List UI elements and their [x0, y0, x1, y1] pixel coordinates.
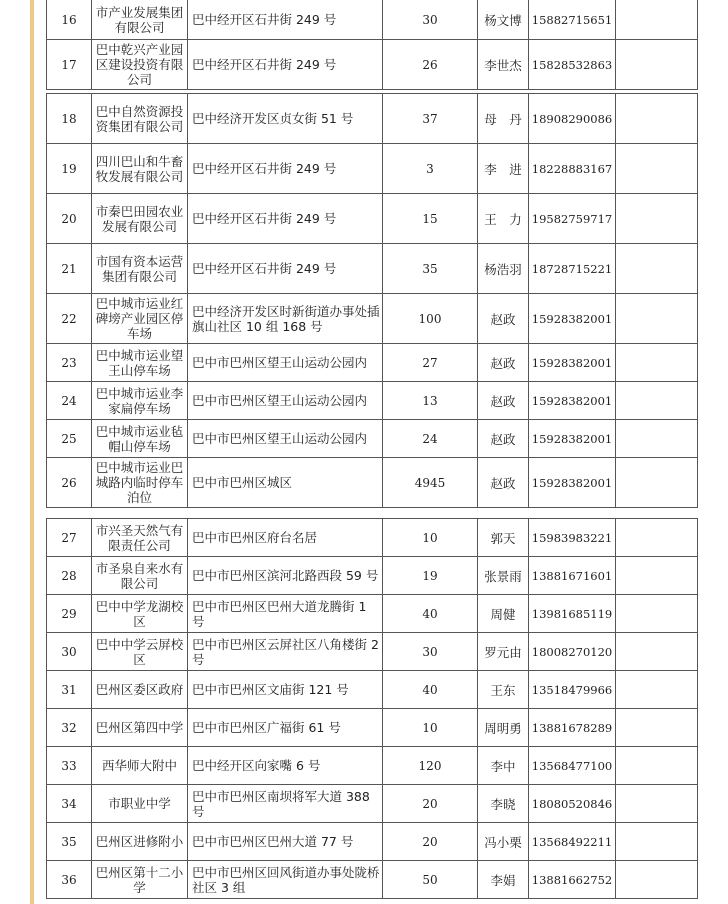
unit-name-text: 市圣泉自来水有限公司 [95, 560, 184, 591]
row-number-text: 21 [61, 261, 77, 276]
row-number-text: 30 [61, 644, 77, 659]
parking-count-text: 10 [422, 720, 438, 735]
unit-name-text: 市秦巴田园农业发展有限公司 [95, 203, 184, 234]
contact-person-text: 赵政 [490, 431, 516, 447]
parking-count-text: 19 [422, 568, 438, 583]
row-number-text: 26 [61, 475, 77, 490]
unit-name-text: 四川巴山和牛畜牧发展有限公司 [95, 153, 184, 184]
contact-person [478, 747, 529, 785]
contact-phone-text: 13568492211 [531, 834, 613, 849]
parking-count [383, 633, 478, 671]
contact-person [478, 519, 529, 557]
table-segment-2 [46, 93, 698, 508]
row-number [47, 861, 92, 899]
contact-phone [529, 519, 616, 557]
contact-phone-text: 18080520846 [531, 796, 613, 811]
parking-count-text: 27 [422, 355, 438, 370]
row-number [47, 420, 92, 458]
contact-phone [529, 194, 616, 244]
contact-phone [529, 94, 616, 144]
contact-person-text: 周健 [490, 606, 516, 622]
contact-phone-text: 15983983221 [531, 530, 613, 545]
row-number [47, 40, 92, 90]
parking-count-text: 13 [422, 393, 438, 408]
unit-name [92, 633, 188, 671]
contact-phone-text: 19582759717 [531, 211, 613, 226]
contact-phone [529, 785, 616, 823]
contact-person-text: 赵政 [490, 355, 516, 371]
unit-name [92, 244, 188, 294]
unit-name-text: 西华师大附中 [101, 758, 177, 773]
unit-name-text: 巴中城市运业望王山停车场 [95, 347, 184, 378]
contact-person [478, 194, 529, 244]
unit-address [188, 194, 383, 244]
row-number-text: 18 [61, 111, 77, 126]
contact-phone [529, 861, 616, 899]
parking-count [383, 519, 478, 557]
parking-count [383, 40, 478, 90]
parking-count-text: 20 [422, 834, 438, 849]
unit-address-text: 巴中市巴州区府台名居 [192, 530, 318, 545]
unit-name [92, 420, 188, 458]
contact-person [478, 344, 529, 382]
unit-address-text: 巴中市巴州区巴州大道龙腾街 1 号 [192, 598, 367, 629]
contact-phone-text: 15928382001 [531, 393, 613, 408]
unit-address [188, 40, 383, 90]
unit-address-text: 巴中市巴州区巴州大道 77 号 [192, 834, 354, 849]
contact-person-text: 杨文博 [484, 12, 522, 28]
unit-name-text: 巴中中学云屏校区 [95, 636, 184, 667]
contact-person [478, 709, 529, 747]
remarks-cell [616, 382, 698, 420]
contact-phone-text: 15928382001 [531, 311, 613, 326]
row-number [47, 344, 92, 382]
contact-phone [529, 709, 616, 747]
contact-person-text: 李晓 [490, 796, 516, 812]
unit-address-text: 巴中市巴州区城区 [192, 475, 293, 490]
contact-phone [529, 40, 616, 90]
remarks-cell [616, 0, 698, 40]
contact-person-text: 郭天 [490, 530, 516, 546]
row-number-text: 29 [61, 606, 77, 621]
unit-name [92, 785, 188, 823]
contact-person [478, 458, 529, 508]
contact-phone [529, 382, 616, 420]
row-number [47, 0, 92, 40]
unit-address-text: 巴中市巴州区云屏社区八角楼街 2 号 [192, 636, 379, 667]
contact-phone-text: 13981685119 [531, 606, 613, 621]
contact-phone-text: 18908290086 [531, 111, 613, 126]
remarks-cell [616, 344, 698, 382]
remarks-cell [616, 595, 698, 633]
contact-phone-text: 15828532863 [531, 57, 613, 72]
contact-phone-text: 13881662752 [531, 872, 613, 887]
unit-address [188, 458, 383, 508]
contact-person-text: 赵政 [490, 311, 516, 327]
table-row [47, 94, 698, 144]
contact-person [478, 785, 529, 823]
unit-name-text: 巴中中学龙湖校区 [95, 598, 184, 629]
table-row [47, 144, 698, 194]
unit-name [92, 344, 188, 382]
parking-count [383, 861, 478, 899]
unit-name [92, 194, 188, 244]
contact-person [478, 633, 529, 671]
remarks-cell [616, 861, 698, 899]
remarks-cell [616, 194, 698, 244]
row-number-text: 32 [61, 720, 77, 735]
unit-name-text: 市产业发展集团有限公司 [95, 4, 184, 35]
parking-count [383, 557, 478, 595]
contact-person [478, 382, 529, 420]
parking-count [383, 595, 478, 633]
parking-count [383, 344, 478, 382]
contact-person-text: 赵政 [490, 393, 516, 409]
row-number-text: 36 [61, 872, 77, 887]
table-row [47, 861, 698, 899]
row-number-text: 17 [61, 57, 77, 72]
unit-name [92, 144, 188, 194]
contact-person-text: 王东 [490, 682, 516, 698]
unit-name [92, 382, 188, 420]
parking-count [383, 94, 478, 144]
parking-count [383, 144, 478, 194]
unit-address [188, 785, 383, 823]
unit-address [188, 861, 383, 899]
contact-phone-text: 13568477100 [531, 758, 613, 773]
row-number [47, 747, 92, 785]
row-number [47, 519, 92, 557]
unit-address [188, 633, 383, 671]
row-number [47, 194, 92, 244]
table-row [47, 595, 698, 633]
table-row [47, 382, 698, 420]
row-number-text: 20 [61, 211, 77, 226]
unit-name-text: 市国有资本运营集团有限公司 [95, 253, 184, 284]
unit-address-text: 巴中经开区向家嘴 6 号 [192, 758, 321, 773]
unit-address-text: 巴中市巴州区望王山运动公园内 [192, 431, 368, 446]
contact-phone [529, 244, 616, 294]
row-number [47, 633, 92, 671]
row-number [47, 595, 92, 633]
unit-address-text: 巴中经开区石井街 249 号 [192, 261, 337, 276]
table-row [47, 633, 698, 671]
unit-name [92, 40, 188, 90]
table-segment-3 [46, 518, 698, 899]
unit-address-text: 巴中经开区石井街 249 号 [192, 12, 337, 27]
contact-person-text: 李 进 [484, 161, 522, 177]
table-row [47, 420, 698, 458]
table-row [47, 747, 698, 785]
contact-person-text: 周明勇 [484, 720, 522, 736]
unit-address-text: 巴中市巴州区滨河北路西段 59 号 [192, 568, 379, 583]
parking-count [383, 382, 478, 420]
contact-person-text: 王 力 [484, 211, 522, 227]
parking-count [383, 420, 478, 458]
parking-count [383, 747, 478, 785]
row-number-text: 19 [61, 161, 77, 176]
contact-phone [529, 144, 616, 194]
unit-name [92, 595, 188, 633]
contact-phone [529, 294, 616, 344]
contact-phone-text: 15882715651 [531, 12, 613, 27]
table-row [47, 40, 698, 90]
contact-phone [529, 747, 616, 785]
row-number [47, 671, 92, 709]
row-number-text: 24 [61, 393, 77, 408]
table-row [47, 0, 698, 40]
contact-person-text: 李娟 [490, 872, 516, 888]
remarks-cell [616, 519, 698, 557]
unit-name-text: 市职业中学 [108, 796, 171, 811]
remarks-cell [616, 420, 698, 458]
contact-person [478, 823, 529, 861]
row-number [47, 823, 92, 861]
unit-name-text: 市兴圣天然气有限责任公司 [95, 522, 184, 553]
remarks-cell [616, 458, 698, 508]
parking-count-text: 10 [422, 530, 438, 545]
contact-person [478, 420, 529, 458]
parking-count [383, 709, 478, 747]
remarks-cell [616, 40, 698, 90]
unit-address [188, 294, 383, 344]
contact-person [478, 294, 529, 344]
contact-person-text: 李世杰 [484, 57, 522, 73]
unit-address-text: 巴中市巴州区望王山运动公园内 [192, 355, 368, 370]
contact-phone-text: 13518479966 [531, 682, 613, 697]
parking-table-page [46, 0, 686, 904]
row-number-text: 35 [61, 834, 77, 849]
contact-phone-text: 18228883167 [531, 161, 613, 176]
row-number-text: 28 [61, 568, 77, 583]
row-number [47, 382, 92, 420]
contact-person [478, 244, 529, 294]
unit-address-text: 巴中经济开发区时新街道办事处插旗山社区 10 组 168 号 [192, 303, 380, 334]
unit-address [188, 519, 383, 557]
unit-name-text: 巴州区第四中学 [95, 720, 184, 735]
unit-address-text: 巴中经开区石井街 249 号 [192, 57, 337, 72]
contact-person [478, 94, 529, 144]
remarks-cell [616, 747, 698, 785]
unit-address-text: 巴中经开区石井街 249 号 [192, 211, 337, 226]
unit-name [92, 519, 188, 557]
contact-person [478, 0, 529, 40]
parking-count-text: 40 [422, 682, 438, 697]
unit-address-text: 巴中市巴州区望王山运动公园内 [192, 393, 368, 408]
unit-name-text: 巴州区进修附小 [95, 834, 184, 849]
row-number [47, 144, 92, 194]
row-number-text: 22 [61, 311, 77, 326]
remarks-cell [616, 785, 698, 823]
unit-address-text: 巴中市巴州区文庙街 121 号 [192, 682, 349, 697]
remarks-cell [616, 823, 698, 861]
contact-phone [529, 633, 616, 671]
row-number-text: 31 [61, 682, 77, 697]
unit-name-text: 巴中自然资源投资集团有限公司 [95, 103, 184, 134]
unit-name-text: 巴中城市运业红碑塝产业园区停车场 [95, 296, 184, 341]
unit-address-text: 巴中经济开发区贞女街 51 号 [192, 111, 354, 126]
parking-count-text: 3 [426, 161, 434, 176]
row-number-text: 34 [61, 796, 77, 811]
contact-phone-text: 13881678289 [531, 720, 613, 735]
unit-name [92, 557, 188, 595]
parking-count-text: 26 [422, 57, 438, 72]
parking-count [383, 823, 478, 861]
unit-address [188, 144, 383, 194]
parking-count-text: 30 [422, 12, 438, 27]
unit-address-text: 巴中市巴州区广福街 61 号 [192, 720, 341, 735]
contact-person-text: 赵政 [490, 475, 516, 491]
parking-count [383, 0, 478, 40]
contact-phone [529, 671, 616, 709]
unit-name-text: 巴州区委区政府 [95, 682, 184, 697]
remarks-cell [616, 633, 698, 671]
parking-count-text: 120 [418, 758, 442, 773]
page-frame-border [30, 0, 34, 904]
contact-phone-text: 13881671601 [531, 568, 613, 583]
unit-address [188, 823, 383, 861]
remarks-cell [616, 144, 698, 194]
table-row [47, 823, 698, 861]
contact-phone-text: 18728715221 [531, 261, 613, 276]
unit-name [92, 823, 188, 861]
table-segment-1 [46, 0, 698, 90]
row-number-text: 25 [61, 431, 77, 446]
unit-name [92, 747, 188, 785]
parking-count-text: 40 [422, 606, 438, 621]
remarks-cell [616, 671, 698, 709]
contact-person-text: 冯小栗 [484, 834, 522, 850]
table-row [47, 244, 698, 294]
unit-name [92, 294, 188, 344]
contact-person-text: 杨浩羽 [484, 261, 522, 277]
unit-address [188, 244, 383, 294]
unit-address [188, 344, 383, 382]
contact-person [478, 557, 529, 595]
contact-person-text: 张景雨 [484, 568, 522, 584]
unit-address [188, 382, 383, 420]
unit-name-text: 巴中城市运业巴城路内临时停车泊位 [95, 460, 184, 505]
contact-phone [529, 595, 616, 633]
unit-address [188, 709, 383, 747]
row-number [47, 458, 92, 508]
unit-name [92, 458, 188, 508]
contact-phone-text: 15928382001 [531, 431, 613, 446]
parking-count [383, 785, 478, 823]
contact-person-text: 母 丹 [484, 111, 522, 127]
table-row [47, 671, 698, 709]
table-row [47, 709, 698, 747]
unit-address-text: 巴中市巴州区南坝将军大道 388 号 [192, 788, 370, 819]
unit-name-text: 巴州区第十二小学 [95, 864, 184, 895]
contact-person [478, 40, 529, 90]
unit-address-text: 巴中经开区石井街 249 号 [192, 161, 337, 176]
contact-phone [529, 823, 616, 861]
parking-count-text: 35 [422, 261, 438, 276]
parking-count-text: 30 [422, 644, 438, 659]
remarks-cell [616, 94, 698, 144]
row-number [47, 785, 92, 823]
contact-phone [529, 344, 616, 382]
table-row [47, 294, 698, 344]
parking-count-text: 4945 [414, 475, 446, 490]
unit-address [188, 0, 383, 40]
contact-phone-text: 15928382001 [531, 355, 613, 370]
unit-address [188, 94, 383, 144]
parking-count-text: 100 [418, 311, 442, 326]
table-row [47, 344, 698, 382]
contact-phone-text: 18008270120 [531, 644, 613, 659]
parking-count [383, 458, 478, 508]
unit-address-text: 巴中市巴州区回风街道办事处陇桥社区 3 组 [192, 864, 380, 895]
contact-phone [529, 420, 616, 458]
parking-count-text: 37 [422, 111, 438, 126]
unit-address [188, 595, 383, 633]
unit-name [92, 94, 188, 144]
unit-name [92, 709, 188, 747]
table-row [47, 458, 698, 508]
row-number-text: 16 [61, 12, 77, 27]
remarks-cell [616, 294, 698, 344]
row-number-text: 33 [61, 758, 77, 773]
table-row [47, 785, 698, 823]
contact-person [478, 671, 529, 709]
unit-address [188, 747, 383, 785]
parking-count-text: 15 [422, 211, 438, 226]
contact-phone [529, 458, 616, 508]
unit-name [92, 0, 188, 40]
parking-count [383, 194, 478, 244]
row-number [47, 244, 92, 294]
unit-name-text: 巴中城市运业李家扁停车场 [95, 385, 184, 416]
remarks-cell [616, 709, 698, 747]
remarks-cell [616, 557, 698, 595]
row-number [47, 557, 92, 595]
table-row [47, 194, 698, 244]
table-row [47, 557, 698, 595]
parking-count [383, 294, 478, 344]
row-number [47, 294, 92, 344]
unit-address [188, 420, 383, 458]
parking-count-text: 24 [422, 431, 438, 446]
contact-person-text: 李中 [490, 758, 516, 774]
contact-phone [529, 0, 616, 40]
remarks-cell [616, 244, 698, 294]
parking-count-text: 20 [422, 796, 438, 811]
row-number-text: 27 [61, 530, 77, 545]
unit-name-text: 巴中城市运业毡帽山停车场 [95, 423, 184, 454]
unit-address [188, 557, 383, 595]
parking-count [383, 671, 478, 709]
unit-name-text: 巴中乾兴产业园区建设投资有限公司 [95, 42, 184, 87]
unit-address [188, 671, 383, 709]
parking-count-text: 50 [422, 872, 438, 887]
parking-count [383, 244, 478, 294]
contact-person [478, 595, 529, 633]
contact-phone [529, 557, 616, 595]
unit-name [92, 861, 188, 899]
row-number [47, 709, 92, 747]
row-number-text: 23 [61, 355, 77, 370]
unit-name [92, 671, 188, 709]
contact-person-text: 罗元由 [484, 644, 522, 660]
contact-person [478, 144, 529, 194]
row-number [47, 94, 92, 144]
table-row [47, 519, 698, 557]
contact-phone-text: 15928382001 [531, 475, 613, 490]
contact-person [478, 861, 529, 899]
